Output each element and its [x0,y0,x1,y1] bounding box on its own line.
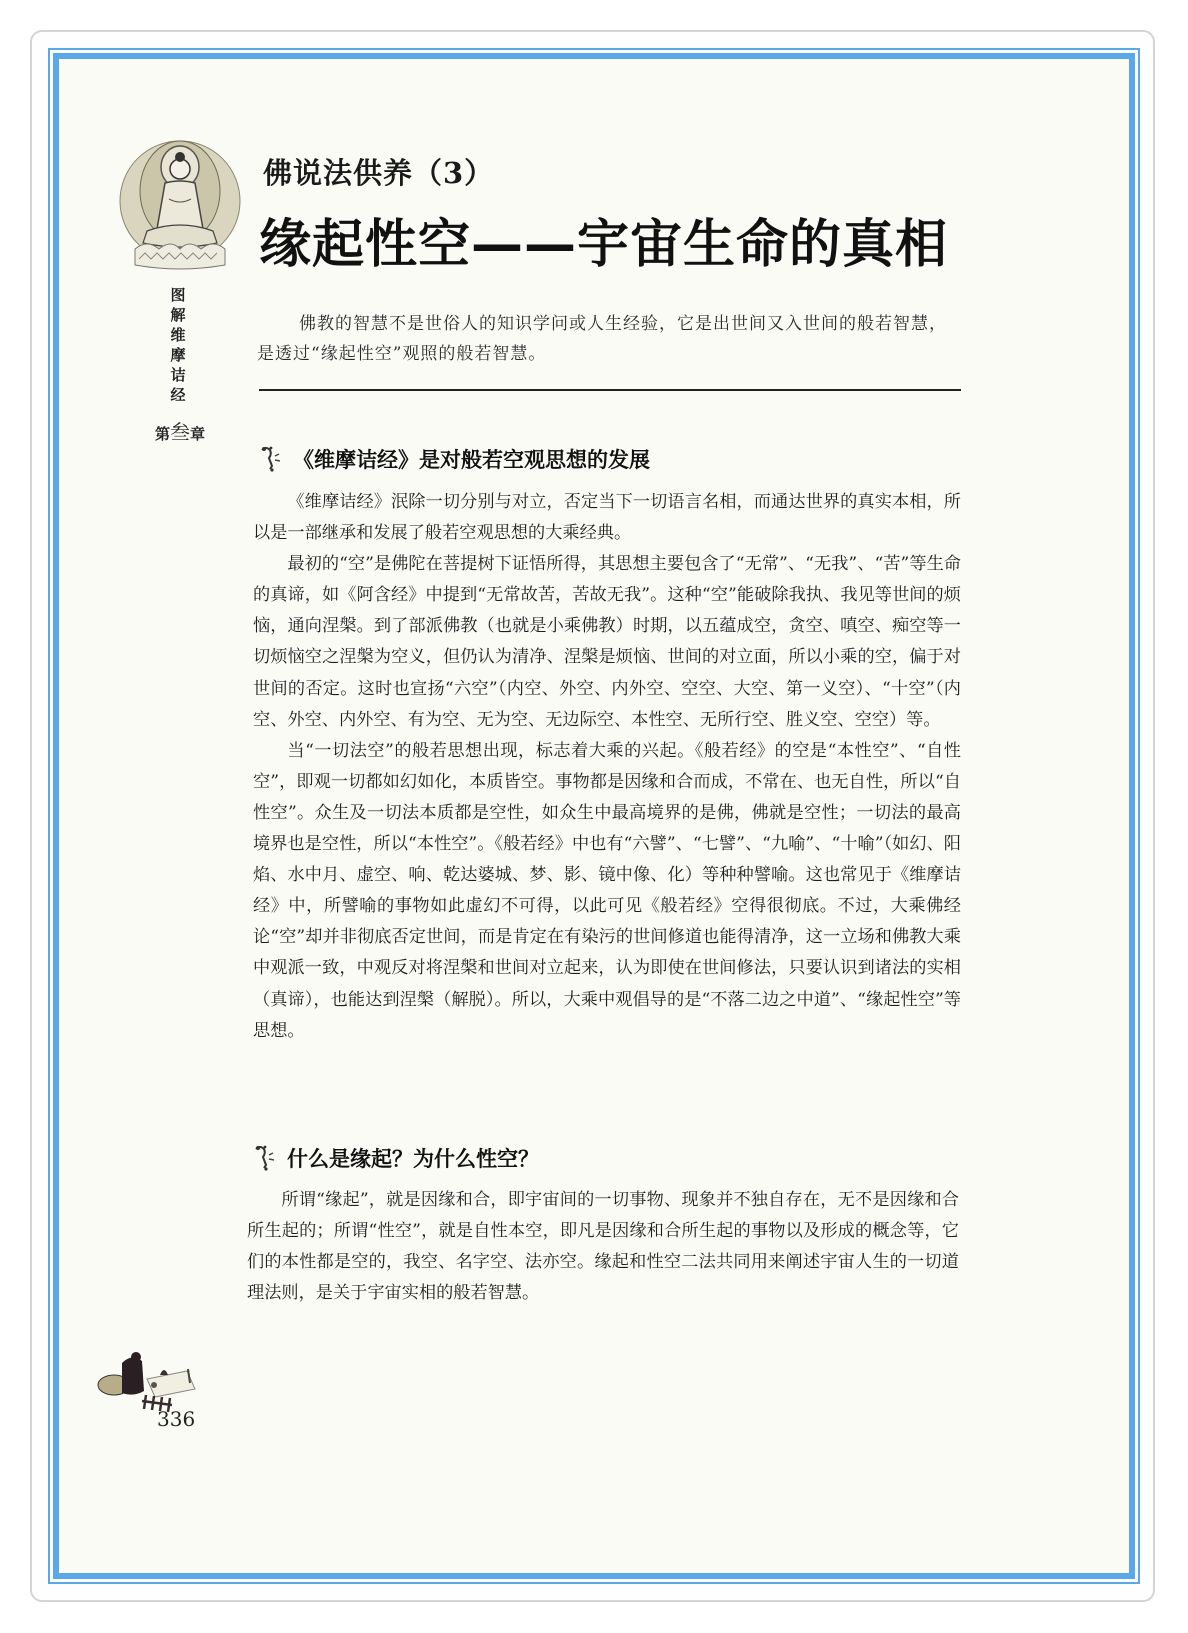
section-body [253,487,961,1047]
section-heading [257,444,650,474]
side-title-char: 维 [170,326,186,344]
book-page [59,59,1129,1573]
side-title-char: 经 [170,386,186,404]
paragraph: 当“一切法空”的般若思想出现，标志着大乘的兴起。《般若经》的空是“本性空”、“自性空”，即观一切都如幻如化，本质皆空。事物都是因缘和合而成，不常在、也无自性，所以“自性空”。众生及一切法本质都是空性，如众生中最高境界的是佛，佛就是空性；一切法的最高境界也是空性，所以“本性空”。《般若经》中也有“六譬”、“七譬”、“九喻”、“十喻”（如幻、阳焰、水中月、虚空、响、乾达婆城、梦、影、镜中像、化）等种种譬喻。这也常见于《维摩诘经》中，所譬喻的事物如此虚幻不可得，以此可见《般若经》空得很彻底。不过，大乘佛经论“空”却并非彻底否定世间，而是肯定在有染污的世间修道也能得清净，这一立场和佛教大乘中观派一致，中观反对将涅槃和世间对立起来，认为即使在世间修法，只要认识到诸法的实相（真谛），也能达到涅槃（解脱）。所以，大乘中观倡导的是“不落二边之中道”、“缘起性空”等思想。 [253,740,961,1041]
side-title-char: 诘 [170,366,186,384]
paragraph: 所谓“缘起”，就是因缘和合，即宇宙间的一切事物、现象并不独自存在，无不是因缘和合所生起的；所谓“性空”，就是自性本空，即凡是因缘和合所生起的事物以及形成的概念等，它们的本性都是空的，我空、名字空、法亦空。缘起和性空二法共同用来阐述宇宙人生的一切道理法则，是关于宇宙实相的般若智慧。 [247,1190,959,1304]
figure-ornament-icon [257,444,287,474]
side-title-char: 摩 [170,346,186,364]
side-title-char: 图 [170,286,186,304]
section-heading [251,1143,539,1173]
section-body [247,1185,959,1309]
section-heading-text: 什么是缘起？为什么性空？ [287,1147,539,1171]
chapter-label [147,416,213,445]
page-subtitle: 佛说法供养（3） [263,156,495,190]
paragraph: 最初的“空”是佛陀在菩提树下证悟所得，其思想主要包含了“无常”、“无我”、“苦”等生命的真谛，如《阿含经》中提到“无常故苦，苦故无我”。这种“空”能破除我执、我见等世间的烦恼，通向涅槃。到了部派佛教（也就是小乘佛教）时期，以五蕴成空，贪空、嗔空、痴空等一切烦恼空之涅槃为空义，但仍认为清净、涅槃是烦恼、世间的对立面，所以小乘的空，偏于对世间的否定。这时也宣扬“六空”（内空、外空、内外空、空空、大空、第一义空）、“十空”（内空、外空、内外空、有为空、无为空、无边际空、本性空、无所行空、胜义空、空空）等。 [253,554,961,730]
chapter-number: 叁 [170,420,190,444]
page-title: 缘起性空——宇宙生命的真相 [259,215,949,275]
paragraph: 《维摩诘经》泯除一切分别与对立，否定当下一切语言名相，而通达世界的真实本相，所以是一部继承和发展了般若空观思想的大乘经典。 [253,492,961,544]
page-number: 336 [157,1407,196,1431]
section-heading-text: 《维摩诘经》是对般若空观思想的发展 [293,448,650,472]
side-title-char: 解 [170,306,186,324]
intro-text: 佛教的智慧不是世俗人的知识学问或人生经验，它是出世间又入世间的般若智慧，是透过“缘起性空”观照的般若智慧。 [257,314,947,364]
divider [259,389,961,391]
book-side-title [166,285,190,405]
chapter-suffix: 章 [190,425,206,443]
buddha-illustration [117,139,243,279]
figure-ornament-icon [251,1143,281,1173]
chapter-prefix: 第 [154,425,170,443]
